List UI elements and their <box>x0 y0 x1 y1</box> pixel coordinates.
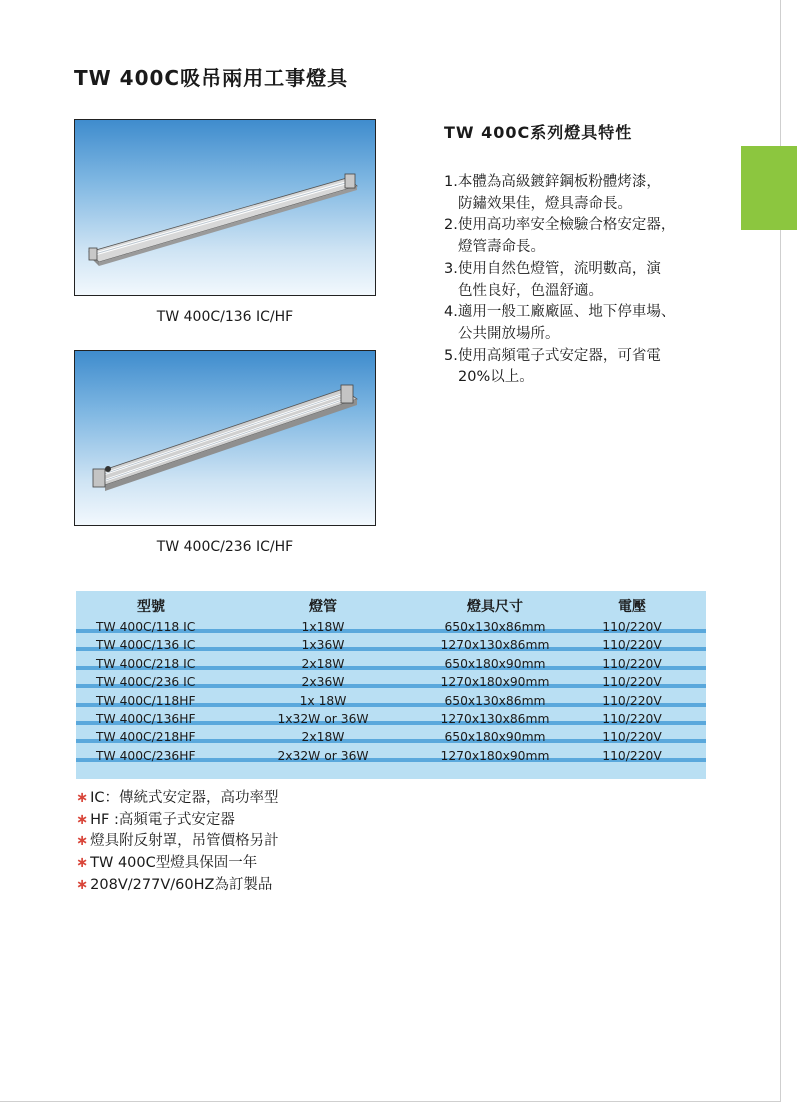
cell-model: TW 400C/136 IC <box>96 638 196 652</box>
feature-line: 公共開放場所。 <box>458 325 560 342</box>
cell-voltage: 110/220V <box>602 694 662 708</box>
header-voltage: 電壓 <box>618 599 646 615</box>
cell-model: TW 400C/118HF <box>96 694 196 708</box>
feature-line: 20%以上。 <box>458 369 534 386</box>
cell-size: 1270x130x86mm <box>440 712 550 726</box>
cell-size: 650x130x86mm <box>444 620 546 634</box>
features-title: TW 400C系列燈具特性 <box>444 123 633 142</box>
cell-model: TW 400C/236 IC <box>96 675 196 689</box>
header-tube: 燈管 <box>309 599 337 615</box>
feature-line: 5.使用高頻電子式安定器，可省電 <box>444 347 661 364</box>
note-marker: ∗ <box>76 876 89 893</box>
feature-line: 燈管壽命長。 <box>458 239 545 256</box>
feature-item <box>444 346 734 389</box>
cell-model: TW 400C/236HF <box>96 749 196 763</box>
feature-line: 色性良好，色溫舒適。 <box>458 282 603 299</box>
cell-tube: 2x32W or 36W <box>277 749 369 763</box>
cell-tube: 1x36W <box>301 638 345 652</box>
note-text: TW 400C型燈具保固一年 <box>90 855 258 872</box>
cell-size: 650x180x90mm <box>444 657 546 671</box>
cell-voltage: 110/220V <box>602 675 662 689</box>
cell-size: 1270x180x90mm <box>440 749 550 763</box>
note-text: IC：傳統式安定器，高功率型 <box>90 790 279 806</box>
feature-line: 3.使用自然色燈管，流明數高，演 <box>444 260 661 277</box>
note-marker: ∗ <box>76 790 89 806</box>
table-row <box>76 638 706 656</box>
note-item <box>76 853 279 875</box>
table-row <box>76 749 706 767</box>
note-marker: ∗ <box>76 855 89 872</box>
features-list <box>444 172 734 389</box>
table-row <box>76 657 706 675</box>
feature-item <box>444 172 734 215</box>
cell-tube: 1x18W <box>301 620 345 634</box>
cell-tube: 2x18W <box>301 657 345 671</box>
note-text: HF :高頻電子式安定器 <box>90 811 235 828</box>
spec-table <box>76 591 706 779</box>
product-caption-2: TW 400C/236 IC/HF <box>156 539 294 555</box>
cell-model: TW 400C/118 IC <box>96 620 196 634</box>
note-text: 208V/277V/60HZ為訂製品 <box>90 876 273 893</box>
cell-voltage: 110/220V <box>602 638 662 652</box>
table-header <box>76 596 706 614</box>
table-row <box>76 730 706 748</box>
note-marker: ∗ <box>76 811 89 828</box>
feature-line: 4.適用一般工廠廠區、地下停車場、 <box>444 304 676 321</box>
cell-tube: 2x18W <box>301 730 345 744</box>
feature-item <box>444 259 734 302</box>
cell-voltage: 110/220V <box>602 620 662 634</box>
note-item <box>76 831 279 853</box>
header-model: 型號 <box>137 599 165 615</box>
product-photo-2 <box>74 350 376 526</box>
note-item <box>76 788 279 810</box>
feature-item <box>444 215 734 258</box>
feature-line: 1.本體為高級鍍鋅鋼板粉體烤漆， <box>444 174 661 190</box>
table-row <box>76 675 706 693</box>
table-row <box>76 620 706 638</box>
note-item <box>76 875 279 897</box>
note-marker: ∗ <box>76 833 89 850</box>
header-size: 燈具尺寸 <box>467 599 523 615</box>
light-fixture-2-illustration <box>75 351 375 525</box>
cell-tube: 1x32W or 36W <box>277 712 369 726</box>
cell-size: 650x180x90mm <box>444 730 546 744</box>
page-title: TW 400C吸吊兩用工事燈具 <box>74 66 349 90</box>
cell-model: TW 400C/136HF <box>96 712 196 726</box>
cell-tube: 1x 18W <box>299 694 347 708</box>
cell-size: 1270x130x86mm <box>440 638 550 652</box>
cell-model: TW 400C/218 IC <box>96 657 196 671</box>
product-photo-1 <box>74 119 376 296</box>
note-text: 燈具附反射罩，吊管價格另計 <box>90 833 279 850</box>
cell-voltage: 110/220V <box>602 657 662 671</box>
cell-model: TW 400C/218HF <box>96 730 196 744</box>
cell-size: 1270x180x90mm <box>440 675 550 689</box>
cell-voltage: 110/220V <box>602 712 662 726</box>
light-fixture-1-illustration <box>75 120 375 295</box>
section-tab <box>741 146 797 230</box>
feature-line: 防鏽效果佳，燈具壽命長。 <box>458 195 632 212</box>
feature-item <box>444 302 734 345</box>
table-row <box>76 712 706 730</box>
cell-tube: 2x36W <box>301 675 345 689</box>
cell-voltage: 110/220V <box>602 730 662 744</box>
product-caption-1: TW 400C/136 IC/HF <box>156 309 294 325</box>
table-row <box>76 694 706 712</box>
note-item <box>76 810 279 832</box>
cell-size: 650x130x86mm <box>444 694 546 708</box>
feature-line: 2.使用高功率安全檢驗合格安定器， <box>444 217 676 234</box>
cell-voltage: 110/220V <box>602 749 662 763</box>
notes-list <box>76 788 279 897</box>
